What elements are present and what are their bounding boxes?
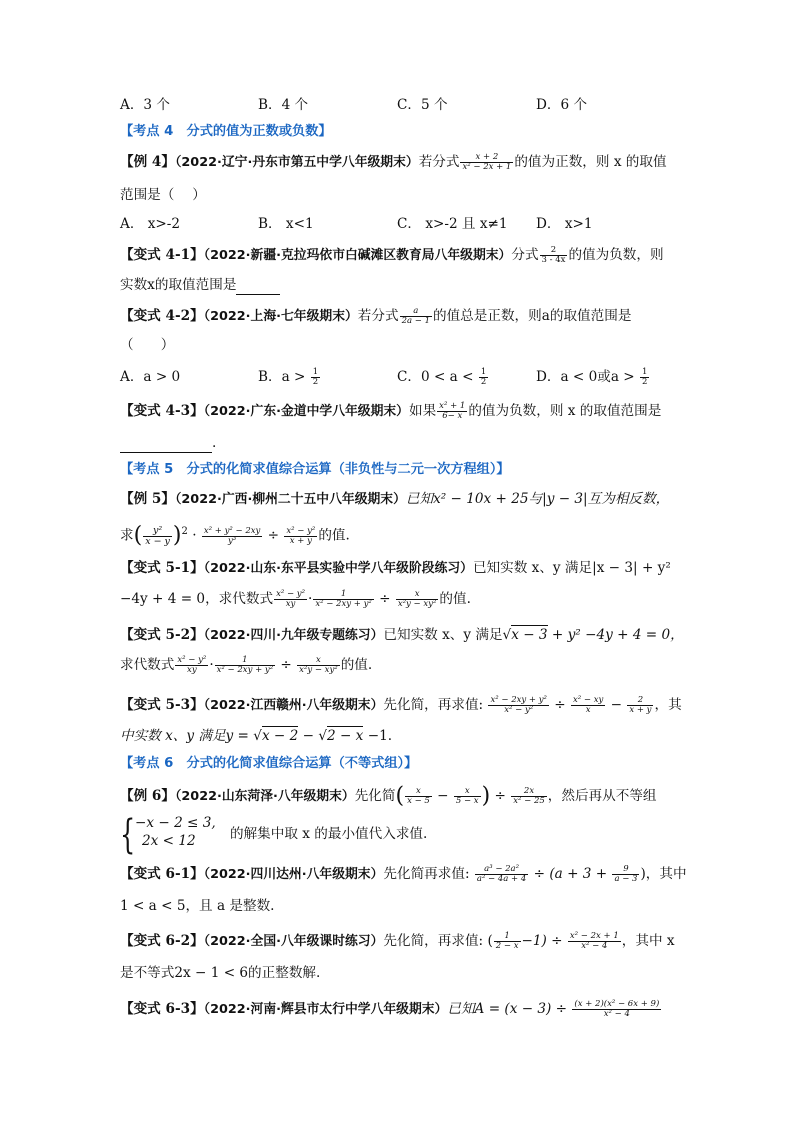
variant-6-2-source: （2022·全国·八年级课时练习） (203, 934, 384, 949)
fraction-numerator: x² − xy (572, 695, 604, 705)
variant-6-2-line1: 【变式 6-2】（2022·全国·八年级课时练习）先化简，再求值: ( $\frac{1}{2 - x}$ −1) ÷ $\frac{\text{x² − 2x + 1}}{\text{x² − 4}}$ ，其中 x (120, 931, 675, 951)
example-6-source: （2022·山东菏泽·八年级期末） (174, 789, 355, 804)
example-5-fraction-3 (284, 527, 317, 546)
variant-5-2-line2: 求代数式 $\frac{\text{x² − y²}}{xy}$ · $\frac{1}{\text{x² − 2xy + y²}}$ ÷ $\frac{x}{\text{x²y − xy²}}$ 的值. (120, 655, 373, 675)
fraction-numerator: x² − y² (286, 525, 316, 536)
example-6-fraction-3 (511, 787, 547, 806)
fraction-numerator: x + 2 (460, 153, 513, 163)
variant-6-2-fraction-1 (494, 932, 521, 951)
inequality-1: −x − 2 ≤ 3, (135, 815, 216, 831)
fraction-denominator: x²y − xy² (299, 665, 338, 675)
variant-5-2-text-2: + y² −4y + 4 = 0， (551, 627, 684, 643)
fraction-denominator: 2 − x (495, 941, 519, 951)
variant-4-3-text-3: . (212, 435, 217, 451)
variant-4-3-tag: 【变式 4-3】 (120, 403, 204, 419)
variant-4-1-source: （2022·新疆·克拉玛依市白碱滩区教育局八年级期末） (203, 248, 512, 263)
fraction-denominator: 2 (480, 377, 487, 387)
option-b: B．4 个 (258, 97, 309, 113)
radicand-1: x − 2 (261, 728, 299, 744)
variant-5-3-text-2: ，其 (654, 697, 682, 713)
fraction-denominator: xy (187, 665, 197, 675)
fraction-denominator: x + y (629, 705, 652, 715)
example-5-text-2: 求 (120, 527, 134, 544)
example-5-tag: 【例 5】 (120, 491, 175, 507)
fraction-numerator: y² (143, 526, 172, 537)
variant-4-3-source: （2022·广东·金道中学八年级期末） (203, 404, 409, 419)
example-4-option-b: B． x<1 (258, 216, 314, 232)
example-4-option-c: C． x>-2 且 x≠1 (397, 216, 508, 232)
variant-5-3-text-4: −1. (367, 728, 393, 744)
variant-5-2-source: （2022·四川·九年级专题练习） (203, 628, 384, 643)
variant-6-1-tag: 【变式 6-1】 (120, 866, 204, 882)
variant-4-3-fraction (437, 402, 467, 421)
variant-4-3-line2 (120, 434, 216, 453)
example-4-line1 (120, 153, 667, 172)
variant-5-2-fraction-3 (297, 656, 340, 675)
variant-5-2-tag: 【变式 5-2】 (120, 627, 204, 643)
option-c: C．5 个 (397, 97, 448, 113)
fraction-denominator: 3 - 4x (541, 255, 566, 265)
fraction-denominator: xy (285, 599, 296, 609)
option-b-text: B．a > (258, 369, 306, 385)
variant-4-2-fraction (400, 307, 432, 326)
fraction-denominator: x + y (289, 535, 312, 546)
variant-5-1-text-2: −4y + 4 = 0，求代数式 (120, 591, 274, 607)
variant-6-3-source: （2022·河南·辉县市太行中学八年级期末） (203, 1002, 448, 1017)
variant-5-1-tag: 【变式 5-1】 (120, 560, 204, 576)
variant-5-3-text-3: 中实数 x、y 满足y = (120, 728, 249, 744)
variant-5-1-fraction-1 (274, 590, 307, 609)
radicand-2: 2 − x (327, 728, 364, 744)
option-d-fraction (640, 368, 649, 387)
variant-6-3-tag: 【变式 6-3】 (120, 1001, 204, 1017)
variant-6-3-text: 已知A = (x − 3) ÷ (447, 1001, 568, 1017)
variant-4-1-text-2: 的值为负数，则 (568, 247, 664, 263)
fraction-denominator: x − y (145, 535, 170, 547)
example-5-fraction-1 (143, 526, 172, 547)
variant-5-3-line2: 中实数 x、y 满足y = √x − 2 − √2 − x −1. (120, 728, 393, 744)
fraction-denominator: x² − 2x + 1 (462, 162, 512, 172)
fraction-denominator: x² − 25 (513, 796, 545, 806)
variant-6-1-text: 先化简再求值: (383, 866, 470, 882)
variant-6-1-fraction-2 (612, 865, 639, 884)
variant-4-2-option-d (536, 368, 650, 387)
answer-blank (236, 276, 280, 295)
example-6-tag: 【例 6】 (120, 788, 175, 804)
example-6-text: 先化简 (354, 788, 396, 804)
example-4-source: （2022·辽宁·丹东市第五中学八年级期末） (174, 155, 419, 170)
left-paren: ( (395, 783, 405, 809)
example-5-line1 (120, 490, 669, 509)
variant-5-2-text-4: 的值. (340, 657, 373, 673)
example-5-line2: 求( $\frac{\text{y²}}{x - y}$ )$^2$ · $\frac{\text{x² + y² − 2xy}}{\text{y³}}$ ÷ $\frac{\text{x² − y²}}{x + y}$ 的值. (120, 523, 350, 549)
variant-5-1-text-3: 的值. (439, 591, 471, 607)
variant-6-1-line1 (120, 865, 687, 884)
left-paren: ( (133, 523, 143, 549)
variant-6-2-line2: 是不等式2x − 1 < 6的正整数解. (120, 965, 321, 981)
variant-6-3-line1 (120, 1000, 662, 1019)
section-heading-6: 【考点 6 分式的化简求值综合运算（不等式组）】 (120, 756, 418, 771)
section-heading-4: 【考点 4 分式的值为正数或负数】 (120, 124, 332, 139)
right-paren: ) (172, 523, 182, 549)
fraction-numerator: a (400, 307, 432, 317)
example-6-line2: 的解集中取 x 的最小值代入求值. (230, 826, 428, 842)
fraction-numerator: 2 (540, 246, 568, 256)
variant-6-2-tag: 【变式 6-2】 (120, 933, 204, 949)
variant-5-1-line2: −4y + 4 = 0，求代数式 $\frac{\text{x² − y²}}{xy}$ · $\frac{1}{\text{x² − 2xy + y²}}$ ÷ $\frac{x}{\text{x²y − xy²}}$ 的值. (120, 589, 471, 609)
fraction-numerator: x² − 2xy + y² (490, 695, 547, 705)
variant-4-3-text-2: 的值为负数，则 x 的取值范围是 (468, 403, 662, 419)
variant-4-1-fraction (540, 246, 568, 265)
example-5-source: （2022·广西·柳州二十五中八年级期末） (174, 492, 406, 507)
fraction-denominator: x² − 2xy + y² (315, 599, 372, 609)
variant-4-1-line2 (120, 276, 280, 295)
example-4-fraction (460, 153, 513, 172)
radicand: x − 3 (511, 627, 548, 643)
fraction-denominator: x² − y² (504, 705, 534, 715)
variant-6-1-line2: 1 < a < 5，且 a 是整数. (120, 898, 275, 914)
variant-4-2-tag: 【变式 4-2】 (120, 308, 204, 324)
variant-6-2-fraction-2 (568, 932, 621, 951)
fraction-denominator: 2 (642, 377, 648, 387)
variant-5-1-source: （2022·山东·东平县实验中学八年级阶段练习） (203, 561, 473, 576)
variant-5-2-fraction-1 (175, 656, 208, 675)
fraction-numerator: 1 (215, 656, 275, 666)
option-c-fraction (479, 368, 488, 387)
example-4-line2: 范围是（ ） (120, 187, 206, 203)
fraction-numerator: 1 (313, 590, 373, 600)
variant-4-1-text-3: 实数x的取值范围是 (120, 277, 237, 293)
fraction-denominator: x²y − xy² (397, 599, 437, 609)
fraction-denominator: a² − 4a + 4 (476, 874, 527, 884)
fraction-numerator: x (396, 590, 439, 600)
fraction-numerator: x² − y² (177, 655, 207, 665)
example-4-text-2: 的值为正数，则 x 的取值 (514, 154, 667, 170)
variant-6-1-fraction-1 (475, 865, 528, 884)
fraction-numerator: 2x (511, 787, 547, 797)
fraction-denominator: a − 3 (614, 874, 638, 884)
variant-4-2-text-2: 的值总是正数，则a的取值范围是 (433, 308, 632, 324)
fraction-numerator: 1 (480, 367, 487, 377)
fraction-numerator: x² − y² (276, 589, 305, 599)
fraction-numerator: x² + y² − 2xy (203, 525, 261, 536)
variant-6-3-fraction (572, 1000, 661, 1019)
variant-6-2-text-2: −1) ÷ (521, 933, 563, 949)
example-5-text-3: 的值. (318, 527, 350, 544)
variant-5-3-text: 先化简，再求值: (383, 697, 484, 713)
fraction-denominator: 2a − 1 (401, 316, 430, 326)
fraction-numerator: a³ − 2a² (475, 865, 528, 875)
fraction-denominator: 2 (312, 377, 319, 387)
example-6-fraction-2 (454, 787, 481, 806)
fraction-numerator: x² − 2x + 1 (569, 931, 619, 941)
variant-5-1-fraction-2 (313, 590, 373, 609)
variant-5-3-source: （2022·江西赣州·八年级期末） (203, 698, 384, 713)
variant-4-2-option-a: A．a > 0 (120, 369, 181, 385)
system-brace: { (120, 812, 136, 858)
inequality-2: 2x < 12 (142, 833, 196, 849)
option-b-fraction (311, 368, 320, 387)
variant-6-1-text-3: )，其中 (640, 866, 687, 882)
example-5-text: 已知x² − 10x + 25与|y − 3|互为相反数， (405, 491, 670, 507)
variant-5-3-fraction-3 (627, 696, 653, 715)
variant-4-1-text: 分式 (511, 247, 539, 263)
variant-5-1-text: 已知实数 x、y 满足|x − 3| + y² (472, 560, 671, 576)
fraction-numerator: 9 (612, 865, 639, 875)
fraction-denominator: x² − 2xy + y² (216, 665, 274, 675)
fraction-numerator: 1 (312, 367, 319, 377)
example-4-option-d: D． x>1 (536, 216, 593, 232)
variant-5-1-fraction-3 (396, 590, 439, 609)
example-6-text-2: ，然后再从不等组 (547, 788, 657, 804)
variant-6-1-text-2: ÷ (a + 3 + (533, 866, 608, 882)
fraction-denominator: 6− x (442, 411, 463, 421)
fraction-denominator: x² − 4 (581, 941, 608, 951)
variant-5-2-text: 已知实数 x、y 满足 (383, 627, 503, 643)
variant-5-2-fraction-2 (215, 656, 275, 675)
variant-5-2-line1: 【变式 5-2】（2022·四川·九年级专题练习）已知实数 x、y 满足√x − 3 + y² −4y + 4 = 0， (120, 627, 684, 643)
example-6-line1: 【例 6】（2022·山东菏泽·八年级期末）先化简( $\frac{x}{x - 5}$ − $\frac{x}{5 - x}$ ) ÷ $\frac{2x}{\text{x² − 25}}$ ，然后再从不等组 (120, 783, 657, 809)
fraction-numerator: 1 (642, 367, 648, 377)
variant-4-1-line1 (120, 246, 664, 265)
option-d: D．6 个 (536, 97, 588, 113)
fraction-denominator: x − 5 (407, 796, 430, 806)
variant-4-2-line1 (120, 307, 631, 326)
variant-4-2-text: 若分式 (357, 308, 399, 324)
variant-4-2-option-b (258, 368, 321, 387)
variant-6-2-text: 先化简，再求值: (383, 933, 484, 949)
option-d-text: D．a < 0或a > (536, 369, 635, 385)
option-a: A．3 个 (120, 97, 170, 113)
variant-5-3-fraction-1 (488, 696, 548, 715)
fraction-denominator: 5 − x (455, 796, 479, 806)
variant-4-2-source: （2022·上海·七年级期末） (203, 309, 358, 324)
fraction-denominator: x² − 4 (603, 1009, 630, 1019)
variant-4-2-line2: （ ） (120, 337, 175, 353)
right-paren: ) (481, 783, 491, 809)
option-c-text: C．0 < a < (397, 369, 474, 385)
variant-5-3-fraction-2 (571, 696, 605, 715)
fraction-numerator: (x + 2)(x² − 6x + 9) (574, 999, 660, 1009)
variant-5-3-line1: 【变式 5-3】（2022·江西赣州·八年级期末）先化简，再求值: $\frac{\text{x² − 2xy + y²}}{\text{x² − y²}}$ ÷ $\frac{\text{x² − xy}}{x}$ − $\frac{2}{x + y}$ ，其 (120, 695, 682, 715)
variant-5-1-line1 (120, 559, 671, 578)
variant-6-1-source: （2022·四川达州·八年级期末） (203, 867, 384, 882)
variant-6-2-text-3: ，其中 x (621, 933, 675, 949)
variant-4-3-line1 (120, 402, 661, 421)
exponent: 2 (181, 526, 188, 537)
example-4-text: 若分式 (418, 154, 460, 170)
fraction-numerator: x² + 1 (439, 401, 466, 411)
fraction-denominator: y³ (227, 535, 237, 546)
section-heading-5: 【考点 5 分式的化简求值综合运算（非负性与二元一次方程组）】 (120, 462, 510, 477)
fraction-numerator: 1 (494, 932, 521, 942)
fraction-numerator: 2 (627, 696, 653, 706)
example-5-fraction-2 (202, 527, 262, 546)
fraction-numerator: x (405, 787, 432, 797)
example-4-tag: 【例 4】 (120, 154, 175, 170)
variant-5-2-text-3: 求代数式 (120, 657, 175, 673)
answer-blank (120, 434, 212, 453)
fraction-denominator: x (585, 705, 591, 715)
variant-4-2-option-c (397, 368, 489, 387)
example-4-option-a: A． x>-2 (120, 216, 181, 232)
example-6-fraction-1 (405, 787, 432, 806)
variant-4-1-tag: 【变式 4-1】 (120, 247, 204, 263)
variant-5-3-tag: 【变式 5-3】 (120, 697, 204, 713)
fraction-numerator: x (297, 656, 340, 666)
fraction-numerator: x (454, 787, 481, 797)
variant-4-3-text: 如果 (408, 403, 437, 419)
